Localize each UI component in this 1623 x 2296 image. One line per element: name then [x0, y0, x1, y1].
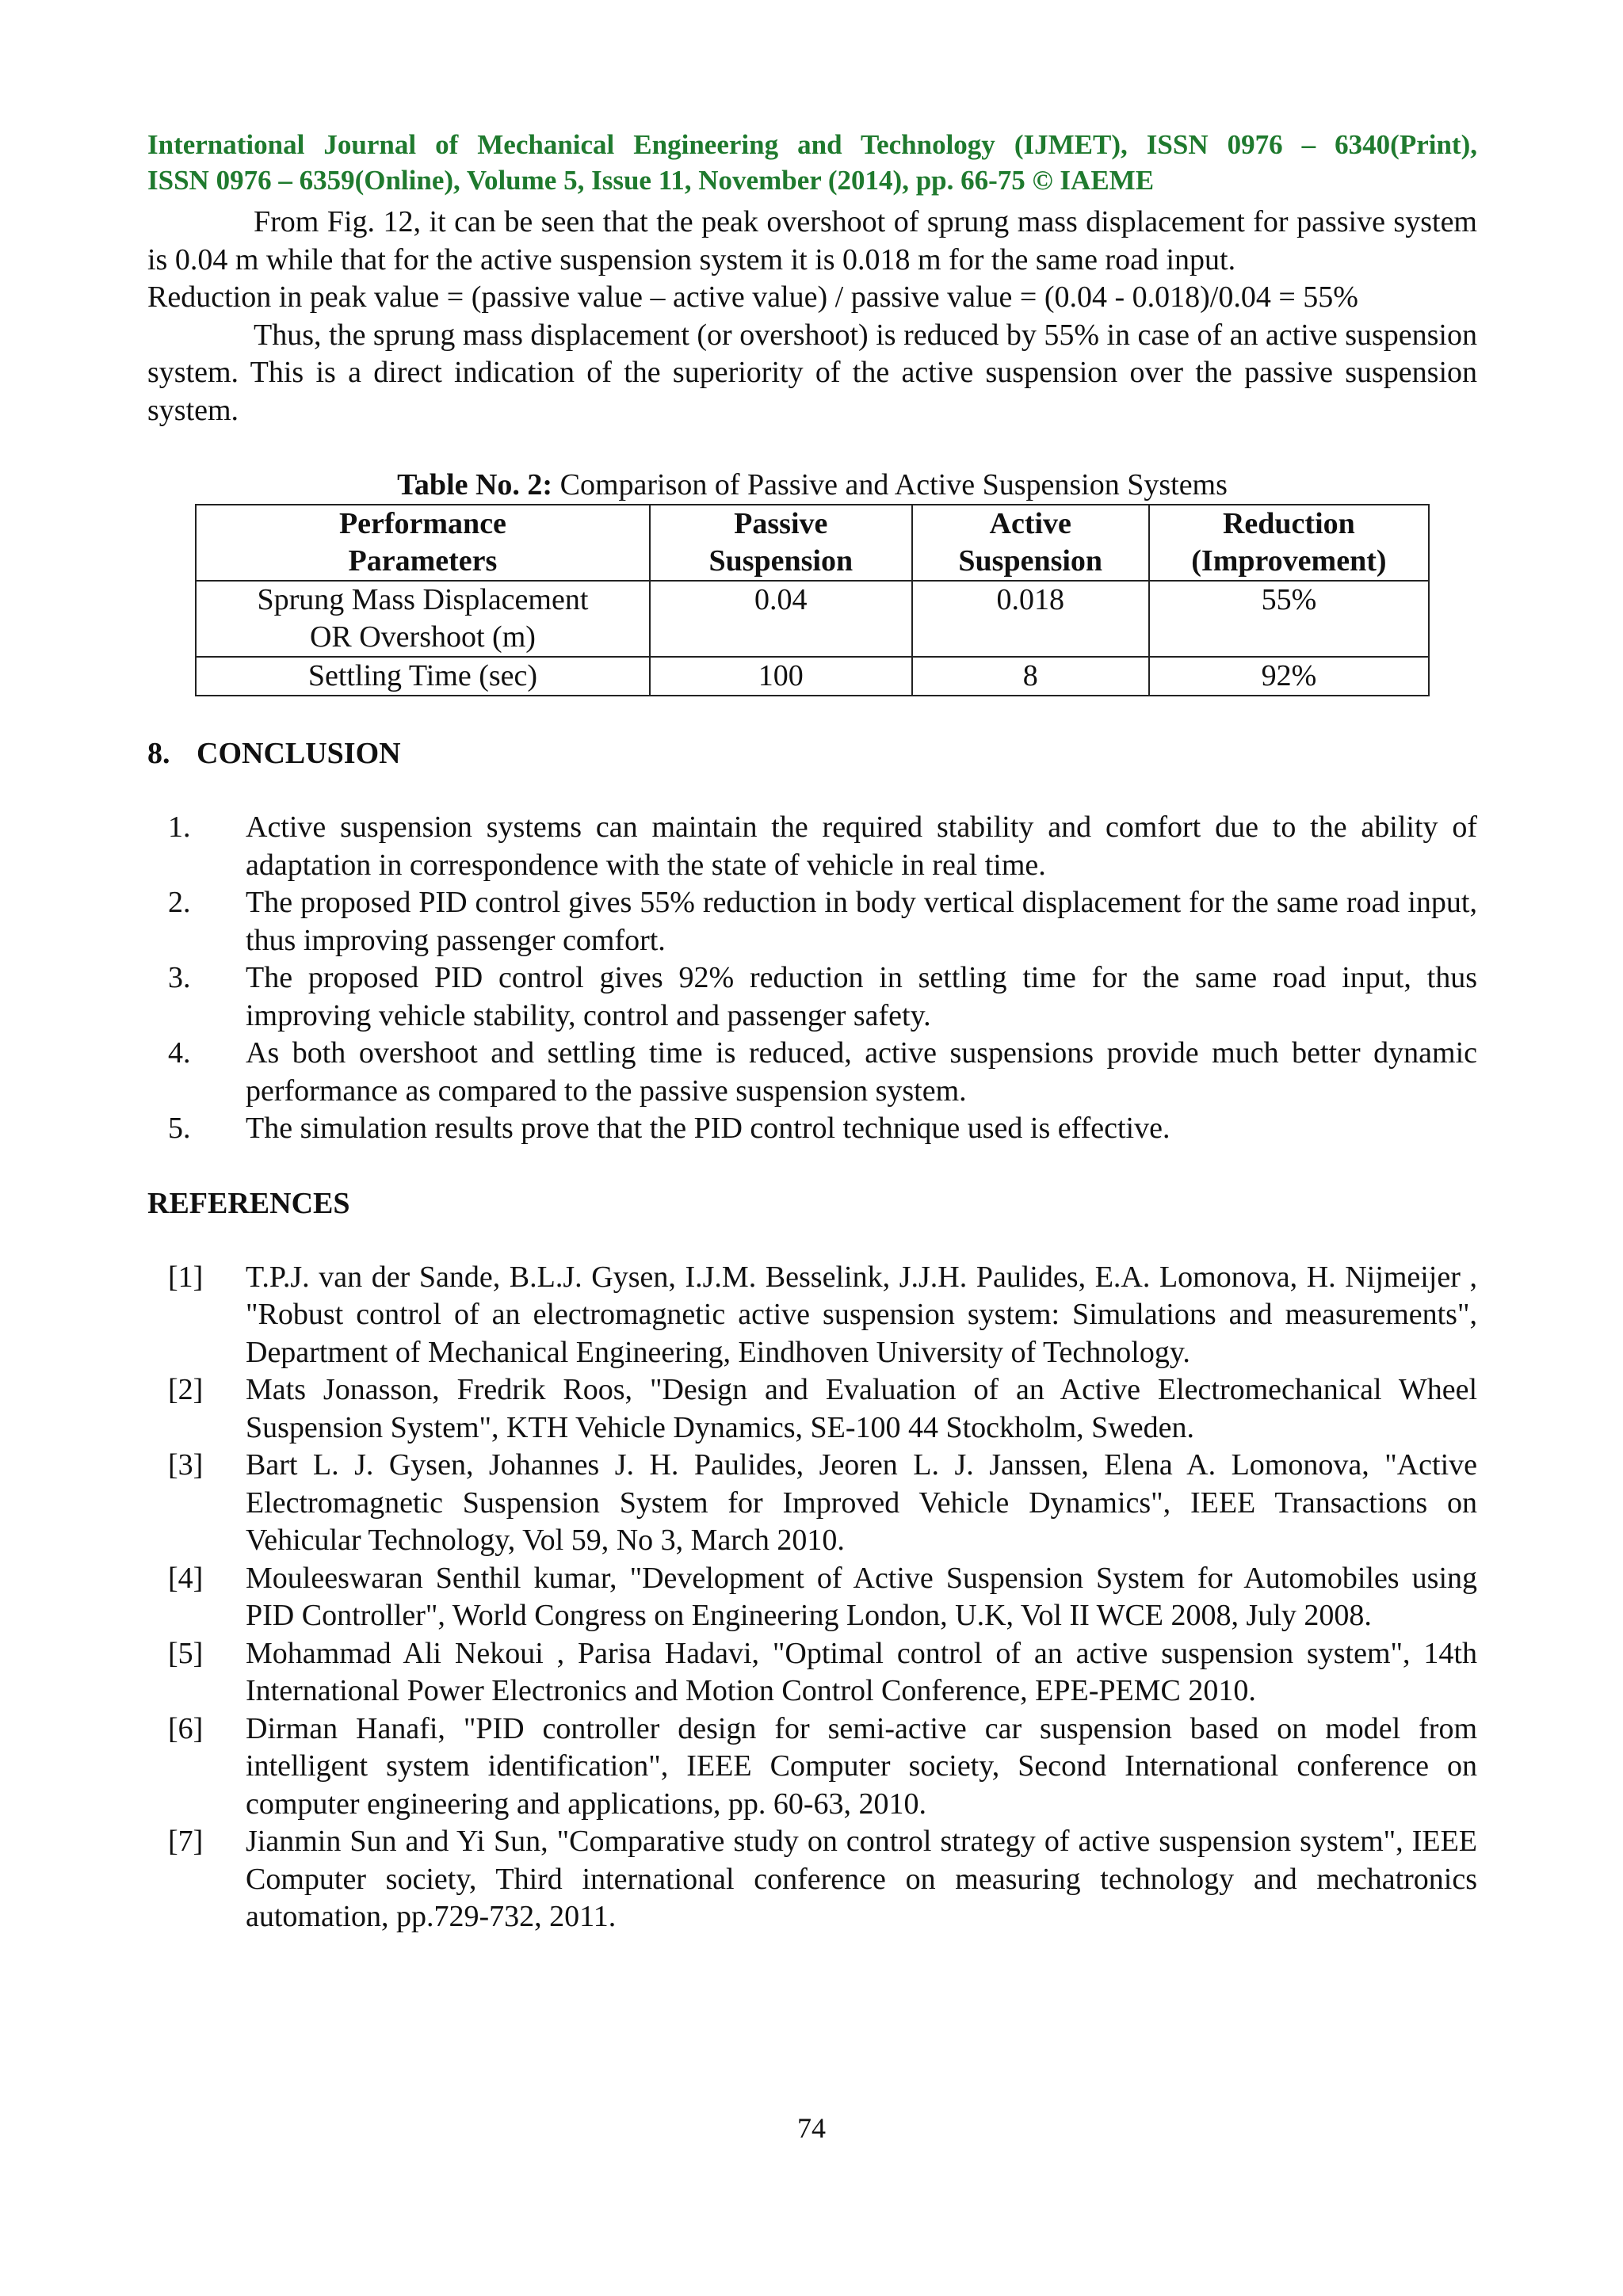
journal-header-line2: ISSN 0976 – 6359(Online), Volume 5, Issue 11, November (2014), pp. 66-75 © IAEME	[147, 165, 1155, 196]
header-cell-line: Parameters	[348, 544, 498, 578]
cell-reduction: 55%	[1149, 581, 1429, 657]
conclusion-heading	[147, 734, 1477, 772]
table-caption-label: Table No. 2:	[397, 468, 553, 502]
page-number: 74	[797, 2112, 826, 2144]
cell-passive: 0.04	[650, 581, 912, 657]
list-item-text: The proposed PID control gives 92% reduction in settling time for the same road input, thus improving vehicle stability, control and passenger safety.	[246, 961, 1477, 1032]
reference-item	[147, 1371, 1477, 1447]
reference-marker: [1]	[168, 1260, 204, 1294]
reference-text: Mats Jonasson, Fredrik Roos, "Design and Evaluation of an Active Electromechanical Wheel Suspension System", KTH Vehicle Dynamics, SE-100 44 Stockholm, Sweden.	[246, 1373, 1477, 1444]
reference-marker: [7]	[168, 1825, 204, 1858]
journal-header-line1: International Journal of Mechanical Engineering and Technology (IJMET), ISSN 0976 – 6340(Print),	[147, 129, 1477, 160]
reference-marker: [2]	[168, 1373, 204, 1406]
reference-item	[147, 1635, 1477, 1711]
reference-marker: [3]	[168, 1448, 204, 1482]
reference-marker: [5]	[168, 1636, 204, 1670]
list-item-text: Active suspension systems can maintain the required stability and comfort due to the ability of adaptation in correspondence with the state of vehicle in real time.	[246, 810, 1477, 882]
header-active-suspension	[912, 505, 1149, 581]
cell-active: 8	[912, 657, 1149, 696]
reference-item	[147, 1711, 1477, 1824]
list-item	[147, 959, 1477, 1035]
header-performance-parameters	[196, 505, 650, 581]
header-cell-line: Passive	[734, 507, 828, 540]
header-cell-line: Suspension	[708, 544, 854, 578]
reference-text: Jianmin Sun and Yi Sun, "Comparative study on control strategy of active suspension system", IEEE Computer society, Third international conference on measuring technology and mechatronics automation, pp.729-732, 2011.	[246, 1825, 1477, 1933]
list-item-text: The simulation results prove that the PID control technique used is effective.	[246, 1112, 1170, 1145]
header-reduction	[1149, 505, 1429, 581]
cell-parameter-line: Sprung Mass Displacement	[257, 583, 589, 616]
list-item-marker: 1.	[168, 810, 191, 844]
list-item	[147, 1035, 1477, 1110]
table-header-row	[196, 505, 1429, 581]
reference-text: Mouleeswaran Senthil kumar, "Development of Active Suspension System for Automobiles using PID Controller", World Congress on Engineering London, U.K, Vol II WCE 2008, July 2008.	[246, 1561, 1477, 1632]
header-cell-line: Performance	[338, 507, 506, 540]
header-cell-line: Reduction	[1222, 507, 1355, 540]
conclusion-heading-number: 8.	[147, 737, 170, 770]
reference-item	[147, 1259, 1477, 1372]
reference-text: Mohammad Ali Nekoui , Parisa Hadavi, "Optimal control of an active suspension system", 14th International Power Electronics and Motion Control Conference, EPE-PEMC 2010.	[246, 1636, 1477, 1707]
table-row	[196, 657, 1429, 696]
header-passive-suspension	[650, 505, 912, 581]
list-item-text: The proposed PID control gives 55% reduction in body vertical displacement for the same road input, thus improving passenger comfort.	[246, 886, 1477, 957]
list-item-marker: 5.	[168, 1112, 191, 1145]
reference-marker: [4]	[168, 1561, 204, 1595]
comparison-table	[195, 504, 1430, 696]
cell-passive: 100	[650, 657, 912, 696]
table-caption	[147, 467, 1477, 504]
list-item	[147, 884, 1477, 959]
table-caption-text: Comparison of Passive and Active Suspension Systems	[552, 468, 1228, 502]
conclusion-heading-text: CONCLUSION	[197, 737, 401, 770]
list-item-marker: 3.	[168, 961, 191, 994]
cell-parameter-line: OR Overshoot (m)	[309, 620, 536, 654]
journal-header	[147, 127, 1477, 198]
references-list	[147, 1259, 1477, 1936]
list-item-marker: 2.	[168, 886, 191, 919]
cell-reduction: 92%	[1149, 657, 1429, 696]
header-cell-line: Suspension	[958, 544, 1103, 578]
reference-item	[147, 1447, 1477, 1560]
conclusion-list	[147, 809, 1477, 1148]
reference-text: Bart L. J. Gysen, Johannes J. H. Paulides, Jeoren L. J. Janssen, Elena A. Lomonova, "Active Electromagnetic Suspension System for Improved Vehicle Dynamics", IEEE Transactions on Vehicular Technology, Vol 59, No 3, March 2010.	[246, 1448, 1477, 1557]
list-item	[147, 1110, 1477, 1148]
cell-parameter: Settling Time (sec)	[196, 657, 650, 696]
cell-active: 0.018	[912, 581, 1149, 657]
list-item	[147, 809, 1477, 884]
reference-text: T.P.J. van der Sande, B.L.J. Gysen, I.J.M. Besselink, J.J.H. Paulides, E.A. Lomonova, H. Nijmeijer , "Robust control of an electromagnetic active suspension system: Simulations and measurements", Department of Mechanical Engineering, Eindhoven University of Technology.	[246, 1260, 1477, 1369]
list-item-marker: 4.	[168, 1036, 191, 1070]
list-item-text: As both overshoot and settling time is reduced, active suspensions provide much better dynamic performance as compared to the passive suspension system.	[246, 1036, 1477, 1108]
intro-section	[147, 204, 1477, 429]
header-cell-line: Active	[989, 507, 1071, 540]
table-row	[196, 581, 1429, 657]
header-cell-line: (Improvement)	[1191, 544, 1387, 578]
intro-paragraph-1: From Fig. 12, it can be seen that the peak overshoot of sprung mass displacement for passive system is 0.04 m while that for the active suspension system it is 0.018 m for the same road input.	[147, 205, 1477, 277]
references-heading: REFERENCES	[147, 1186, 350, 1220]
reference-text: Dirman Hanafi, "PID controller design for semi-active car suspension based on model from intelligent system identification", IEEE Computer society, Second International conference on computer engineering and applications, pp. 60-63, 2010.	[246, 1711, 1477, 1821]
intro-paragraph-3: Thus, the sprung mass displacement (or overshoot) is reduced by 55% in case of an active suspension system. This is a direct indication of the superiority of the active suspension over the passive suspension system.	[147, 318, 1477, 427]
reference-item	[147, 1560, 1477, 1635]
page-content	[147, 127, 1477, 1936]
reference-marker: [6]	[168, 1711, 204, 1745]
reference-item	[147, 1823, 1477, 1936]
intro-paragraph-2: Reduction in peak value = (passive value – active value) / passive value = (0.04 - 0.018)/0.04 = 55%	[147, 280, 1358, 314]
cell-parameter	[196, 581, 650, 657]
